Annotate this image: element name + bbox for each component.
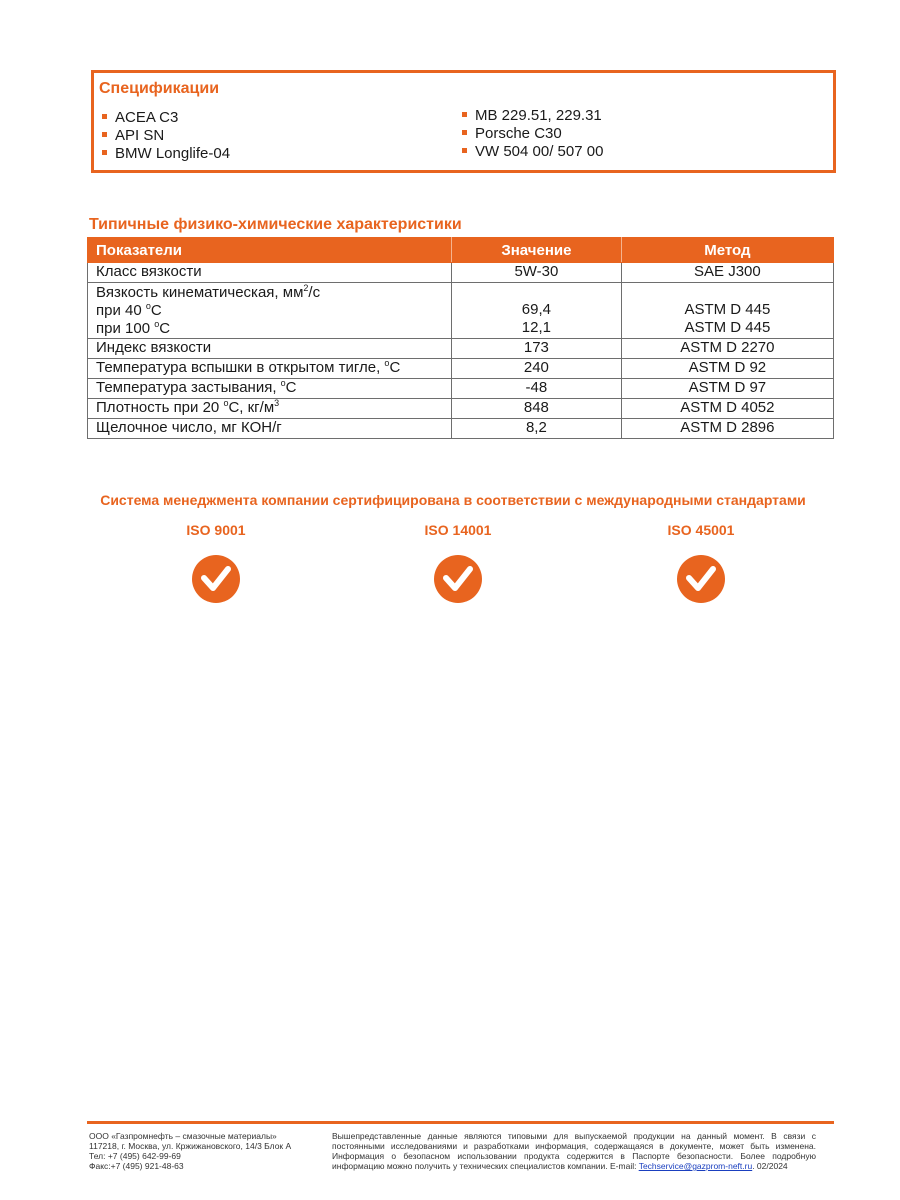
cell-method: ASTM D 445 ASTM D 445 (621, 283, 833, 339)
certification-title: Система менеджмента компании сертифицирована в соответствии с международными стандартами (100, 492, 806, 508)
cert-iso-45001 (646, 522, 756, 604)
cell-parameter: Щелочное число, мг КОН/г (88, 419, 452, 439)
cell-method: ASTM D 92 (621, 359, 833, 379)
header-value: Значение (452, 238, 622, 263)
table-row (88, 359, 834, 379)
check-circle-icon (191, 554, 241, 604)
header-parameter: Показатели (88, 238, 452, 263)
bullet-icon (462, 112, 467, 117)
properties-table (87, 237, 834, 439)
specifications-list-left (102, 109, 230, 163)
table-row (88, 379, 834, 399)
cert-iso-14001 (403, 522, 513, 604)
properties-title: Типичные физико-химические характеристики (89, 216, 462, 233)
spec-item: BMW Longlife-04 (102, 145, 230, 163)
table-row (88, 283, 834, 339)
cert-label: ISO 14001 (424, 522, 492, 538)
footer-contacts (89, 1131, 319, 1171)
header-method: Метод (621, 238, 833, 263)
cell-value: 8,2 (452, 419, 622, 439)
bullet-icon (462, 148, 467, 153)
cell-value: 848 (452, 399, 622, 419)
cert-label: ISO 9001 (186, 522, 246, 538)
table-row (88, 399, 834, 419)
cell-method: ASTM D 2896 (621, 419, 833, 439)
table-row (88, 263, 834, 283)
cell-method: SAE J300 (621, 263, 833, 283)
bullet-icon (102, 132, 107, 137)
spec-item: ACEA C3 (102, 109, 230, 127)
spec-item: API SN (102, 127, 230, 145)
spec-item: Porsche C30 (462, 125, 603, 143)
company-name: ООО «Газпромнефть – смазочные материалы» (89, 1131, 277, 1141)
specifications-box (91, 70, 836, 173)
company-fax: Факс:+7 (495) 921-48-63 (89, 1161, 184, 1171)
specifications-list-right (462, 107, 603, 161)
cert-label: ISO 45001 (667, 522, 735, 538)
footer-disclaimer (332, 1131, 816, 1171)
check-circle-icon (433, 554, 483, 604)
footer-divider (87, 1121, 834, 1124)
cell-value: 173 (452, 339, 622, 359)
table-row (88, 339, 834, 359)
bullet-icon (102, 150, 107, 155)
table-header-row (88, 238, 834, 263)
cell-parameter: Вязкость кинематическая, $мм^2/с$ при 40 $^o$С при 100 $^o$С (88, 283, 452, 339)
table-row (88, 419, 834, 439)
cell-method: ASTM D 97 (621, 379, 833, 399)
spec-item: MB 229.51, 229.31 (462, 107, 603, 125)
techservice-email-link[interactable]: Techservice@gazprom-neft.ru (638, 1161, 753, 1171)
company-address: 117218, г. Москва, ул. Кржижановского, 14/3 Блок А (89, 1141, 292, 1151)
cell-value: -48 (452, 379, 622, 399)
check-circle-icon (676, 554, 726, 604)
disclaimer-text: Вышепредставленные данные являются типовыми для выпускаемой продукции на данный момент. В связи с постоянными исследованиями и разработками информация, содержащаяся в документе, может быть изменена. Информация о безопасном использовании продукта содержится в Паспорте безопасности. Более подробную информацию можно получить у технических специалистов компании. E-mail: (332, 1131, 816, 1171)
cell-parameter: Температура вспышки в открытом тигле, $^o$С (88, 359, 452, 379)
cell-parameter: Плотность при 20 $^o$С, $кг/м^3$ (88, 399, 452, 419)
cell-parameter: Класс вязкости (88, 263, 452, 283)
specifications-title: Спецификации (99, 80, 220, 97)
spec-item: VW 504 00/ 507 00 (462, 143, 603, 161)
cell-method: ASTM D 2270 (621, 339, 833, 359)
cert-iso-9001 (161, 522, 271, 604)
cell-parameter: Температура застывания, $^o$С (88, 379, 452, 399)
cell-parameter: Индекс вязкости (88, 339, 452, 359)
document-date: . 02/2024 (752, 1161, 788, 1171)
company-phone: Тел: +7 (495) 642-99-69 (89, 1151, 181, 1161)
cell-value: 69,4 12,1 (452, 283, 622, 339)
bullet-icon (102, 114, 107, 119)
cell-value: 240 (452, 359, 622, 379)
cell-value: 5W-30 (452, 263, 622, 283)
cell-method: ASTM D 4052 (621, 399, 833, 419)
bullet-icon (462, 130, 467, 135)
